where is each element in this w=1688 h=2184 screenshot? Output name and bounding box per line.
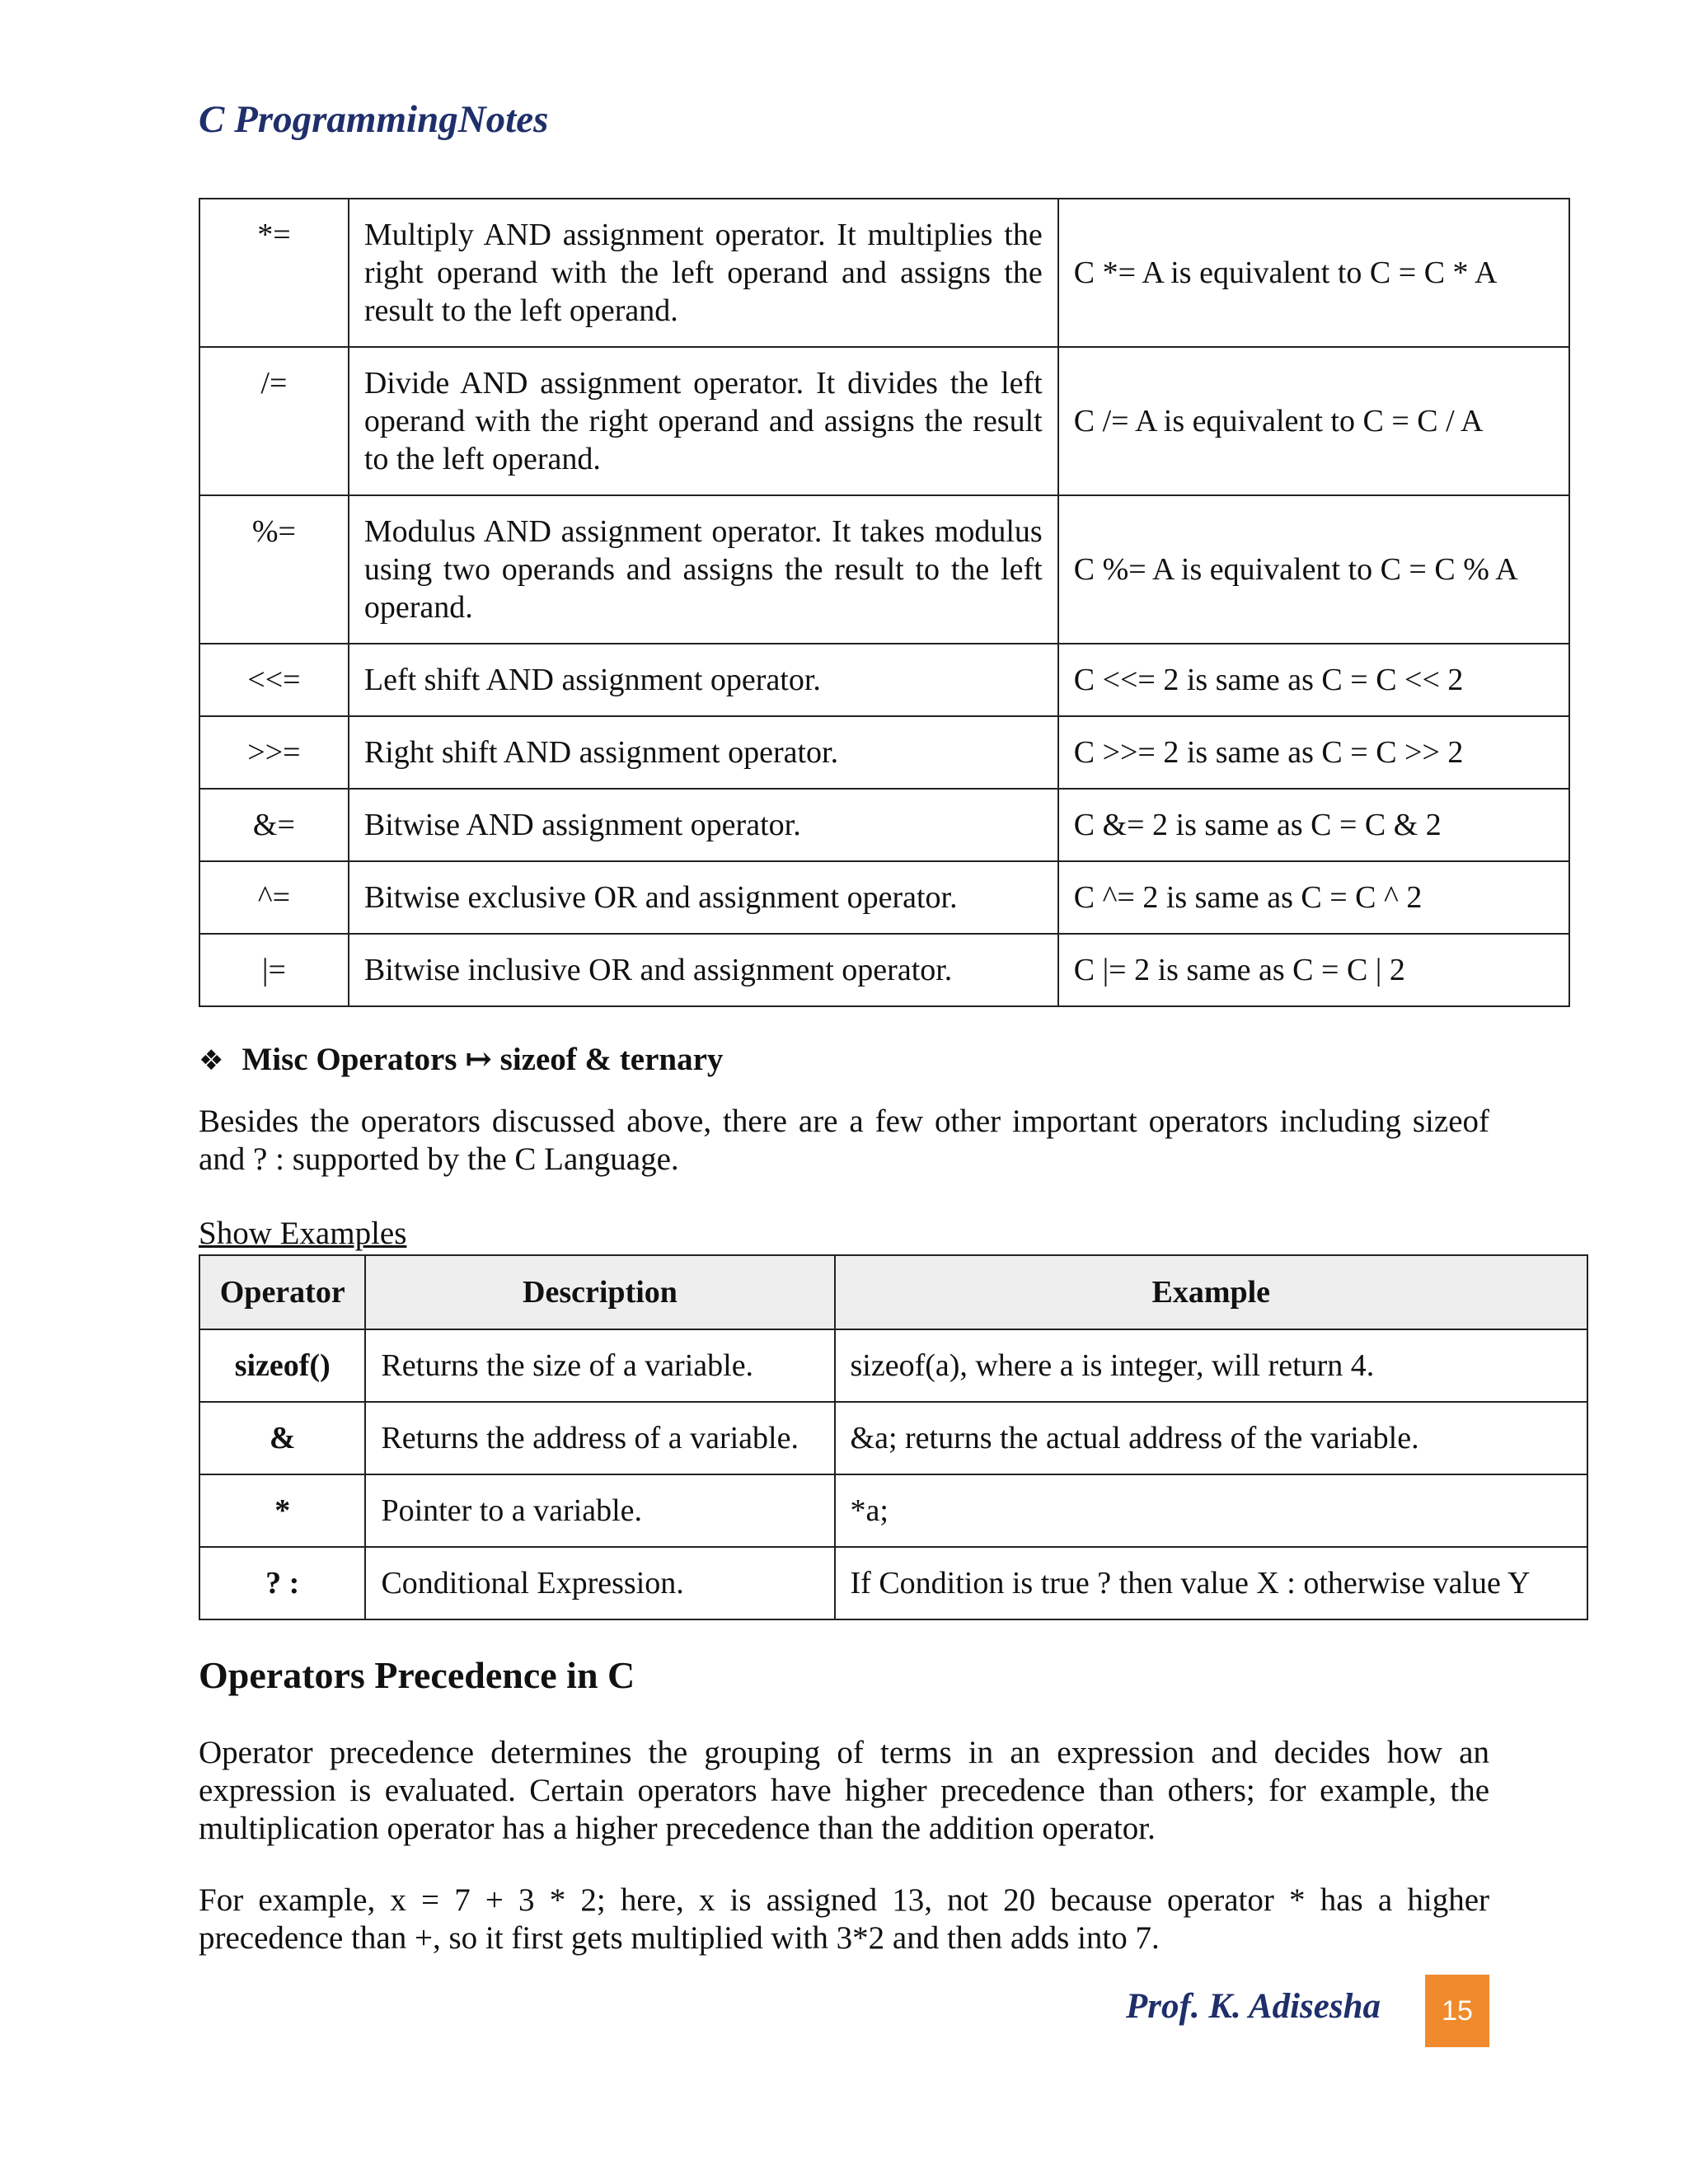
description-cell: Pointer to a variable.: [365, 1474, 834, 1547]
misc-operators-table: [199, 1254, 1588, 1620]
table-row: [199, 1474, 1587, 1547]
description-cell: Bitwise exclusive OR and assignment operator.: [349, 861, 1058, 934]
operator-cell: &: [199, 1402, 365, 1474]
column-header-description: Description: [365, 1255, 834, 1329]
table-row: [199, 347, 1569, 495]
example-cell: *a;: [835, 1474, 1587, 1547]
description-cell: Divide AND assignment operator. It divides the left operand with the right operand and assigns the result to the left operand.: [349, 347, 1058, 495]
column-header-operator: Operator: [199, 1255, 365, 1329]
precedence-section-title: Operators Precedence in C: [199, 1654, 635, 1696]
table-row: [199, 199, 1569, 347]
operator-cell: ? :: [199, 1547, 365, 1619]
misc-operators-heading: [199, 1040, 723, 1078]
precedence-example-paragraph: For example, x = 7 + 3 * 2; here, x is assigned 13, not 20 because operator * has a higher precedence than +, so it first gets multiplied with 3*2 and then adds into 7.: [199, 1882, 1489, 1956]
table-row: [199, 716, 1569, 789]
description-cell: Bitwise inclusive OR and assignment operator.: [349, 934, 1058, 1006]
example-cell: C /= A is equivalent to C = C / A: [1058, 347, 1569, 495]
table-row: [199, 495, 1569, 644]
page-header-title: C ProgrammingNotes: [199, 98, 549, 141]
operator-cell: /=: [199, 347, 349, 495]
example-cell: C |= 2 is same as C = C | 2: [1058, 934, 1569, 1006]
example-cell: &a; returns the actual address of the variable.: [835, 1402, 1587, 1474]
operator-cell: %=: [199, 495, 349, 644]
operator-cell: &=: [199, 789, 349, 861]
description-cell: Returns the address of a variable.: [365, 1402, 834, 1474]
example-cell: If Condition is true ? then value X : otherwise value Y: [835, 1547, 1587, 1619]
column-header-example: Example: [835, 1255, 1587, 1329]
show-examples-link[interactable]: Show Examples: [199, 1216, 407, 1251]
example-cell: C %= A is equivalent to C = C % A: [1058, 495, 1569, 644]
example-cell: C &= 2 is same as C = C & 2: [1058, 789, 1569, 861]
operator-cell: |=: [199, 934, 349, 1006]
description-cell: Bitwise AND assignment operator.: [349, 789, 1058, 861]
operator-cell: ^=: [199, 861, 349, 934]
table-row: [199, 861, 1569, 934]
table-row: [199, 934, 1569, 1006]
table-header-row: [199, 1255, 1587, 1329]
operator-cell: *: [199, 1474, 365, 1547]
operator-cell: *=: [199, 199, 349, 347]
operator-cell: sizeof(): [199, 1329, 365, 1402]
example-cell: sizeof(a), where a is integer, will return 4.: [835, 1329, 1587, 1402]
table-row: [199, 1329, 1587, 1402]
description-cell: Returns the size of a variable.: [365, 1329, 834, 1402]
table-row: [199, 1402, 1587, 1474]
operator-cell: >>=: [199, 716, 349, 789]
footer-author: Prof. K. Adisesha: [1126, 1987, 1381, 2026]
example-cell: C <<= 2 is same as C = C << 2: [1058, 644, 1569, 716]
assignment-operators-table: [199, 198, 1570, 1007]
example-cell: C ^= 2 is same as C = C ^ 2: [1058, 861, 1569, 934]
example-cell: C *= A is equivalent to C = C * A: [1058, 199, 1569, 347]
description-cell: Left shift AND assignment operator.: [349, 644, 1058, 716]
description-cell: Right shift AND assignment operator.: [349, 716, 1058, 789]
description-cell: Modulus AND assignment operator. It takes modulus using two operands and assigns the result to the left operand.: [349, 495, 1058, 644]
example-cell: C >>= 2 is same as C = C >> 2: [1058, 716, 1569, 789]
misc-heading-text: Misc Operators ↦ sizeof & ternary: [241, 1042, 724, 1077]
diamond-bullet-icon: ❖: [199, 1044, 224, 1077]
operator-cell: <<=: [199, 644, 349, 716]
description-cell: Conditional Expression.: [365, 1547, 834, 1619]
precedence-paragraph: Operator precedence determines the grouping of terms in an expression and decides how an expression is evaluated. Certain operators have higher precedence than others; for example, the multiplication operator has a higher precedence than the addition operator.: [199, 1735, 1489, 1846]
misc-paragraph: Besides the operators discussed above, there are a few other important operators including sizeof and ? : supported by the C Language.: [199, 1104, 1489, 1177]
table-row: [199, 1547, 1587, 1619]
table-row: [199, 789, 1569, 861]
table-row: [199, 644, 1569, 716]
page-number-badge: 15: [1425, 1975, 1489, 2047]
description-cell: Multiply AND assignment operator. It multiplies the right operand with the left operand and assigns the result to the left operand.: [349, 199, 1058, 347]
